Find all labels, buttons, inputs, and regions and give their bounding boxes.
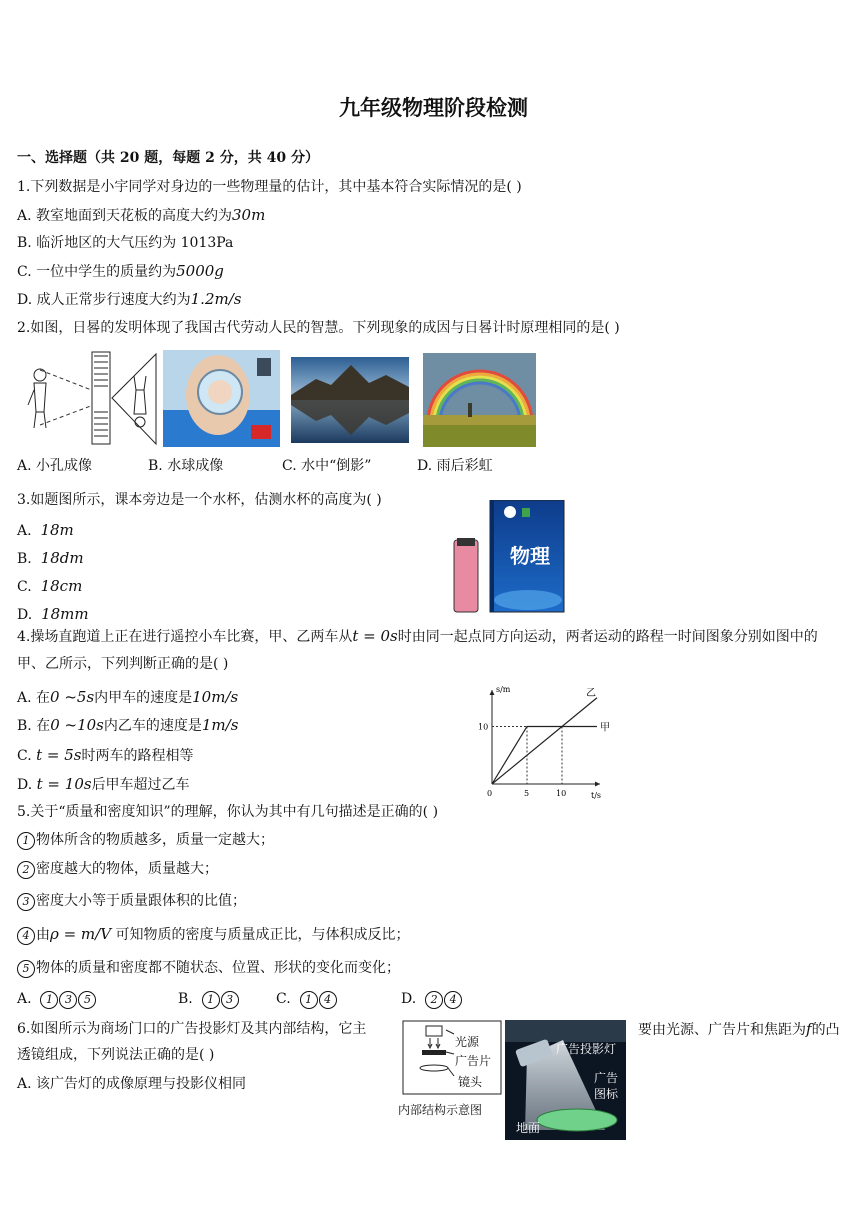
photo-label-projector: 广告投影灯 <box>556 1042 617 1056</box>
q6-option-a[interactable]: A. 该广告灯的成像原理与投影仪相同 <box>17 1076 247 1092</box>
pinhole-figure <box>20 350 160 448</box>
q2-stem: 2.如图，日晷的发明体现了我国古代劳动人民的智慧。下列现象的成因与日晷计时原理相同的是( ) <box>17 320 620 336</box>
series-label: 乙 <box>586 687 596 699</box>
q5-item-3: 3 密度大小等于质量跟体积的比值； <box>17 891 246 911</box>
q6-stem-line2: 透镜组成，下列说法正确的是( ) <box>17 1047 215 1063</box>
photo-label-icon: 图标 <box>594 1087 619 1101</box>
section-header: 一、选择题（共 20 题，每题 2 分，共 40 分） <box>17 150 319 166</box>
series-label: 甲 <box>600 722 610 734</box>
series-line-2 <box>492 698 597 784</box>
page-title: 九年级物理阶段检测 <box>339 96 528 120</box>
y-axis-arrow <box>490 690 495 695</box>
book-title: 物理 <box>510 544 550 568</box>
q5-option-a[interactable]: A. 1 3 5 <box>17 989 97 1009</box>
q5-option-b[interactable]: B. 1 3 <box>178 989 240 1009</box>
x-tick-label: 10 <box>556 789 567 798</box>
q2-option-b[interactable]: B. 水球成像 <box>148 458 224 474</box>
q5-option-c[interactable]: C. 1 4 <box>276 989 338 1009</box>
series-line-1 <box>492 727 597 785</box>
q3-option-c[interactable]: C. 18cm <box>17 577 83 595</box>
q6-stem-right: 要由光源、广告片和焦距为f的凸 <box>638 1020 840 1038</box>
x-axis-arrow <box>595 782 600 787</box>
q1-stem: 1.下列数据是小宇同学对身边的一些物理量的估计，其中基本符合实际情况的是( ) <box>17 179 522 195</box>
q3-stem: 3.如题图所示，课本旁边是一个水杯，估测水杯的高度为( ) <box>17 492 382 508</box>
x-tick-label: 0 <box>487 789 493 798</box>
q1-option-b[interactable]: B. 临沂地区的大气压约为 1013Pa <box>17 235 234 251</box>
q4-stem-line1: 4.操场直跑道上正在进行遥控小车比赛，甲、乙两车从t = 0s时由同一起点同方向运动，两者运动的路程一时间图象分别如图中的 <box>17 627 818 645</box>
x-tick-label: 5 <box>524 789 530 798</box>
diagram-caption: 内部结构示意图 <box>398 1103 483 1117</box>
q3-option-d[interactable]: D. 18mm <box>17 605 89 623</box>
q5-option-d[interactable]: D. 2 4 <box>401 989 463 1009</box>
diagram-label-lens: 镜头 <box>458 1075 483 1089</box>
q4-stem-line2: 甲、乙所示，下列判断正确的是( ) <box>17 656 229 672</box>
y-axis-label: s/m <box>496 685 511 694</box>
reflection-photo <box>291 357 409 443</box>
x-axis-label: t/s <box>591 791 602 800</box>
q1-option-a[interactable]: A. 教室地面到天花板的高度大约为30m <box>17 206 266 224</box>
photo-label-ground: 地面 <box>516 1121 541 1135</box>
q5-item-2: 2 密度越大的物体，质量越大； <box>17 859 218 879</box>
q2-option-a[interactable]: A. 小孔成像 <box>17 458 93 474</box>
rainbow-photo <box>423 353 536 447</box>
photo-label-ad: 广告 <box>594 1071 619 1085</box>
q5-item-1: 1 物体所含的物质越多，质量一定越大； <box>17 830 274 850</box>
diagram-label-film: 广告片 <box>455 1054 492 1068</box>
q3-option-b[interactable]: B. 18dm <box>17 549 84 567</box>
q5-item-5: 5 物体的质量和密度都不随状态、位置、形状的变化而变化； <box>17 958 400 978</box>
q5-item-4: 4 由ρ = m/V 可知物质的密度与质量成正比，与体积成反比； <box>17 924 410 945</box>
q4-option-b[interactable]: B. 在0 ~10s内乙车的速度是1m/s <box>17 716 239 734</box>
diagram-label-light: 光源 <box>455 1035 480 1049</box>
q2-option-c[interactable]: C. 水中“倒影” <box>282 458 372 474</box>
q5-stem: 5.关于“质量和密度知识”的理解，你认为其中有几句描述是正确的( ) <box>17 804 439 820</box>
water-ball-photo <box>163 350 280 447</box>
q1-option-d[interactable]: D. 成人正常步行速度大约为1.2m/s <box>17 290 242 308</box>
q4-option-d[interactable]: D. t = 10s后甲车超过乙车 <box>17 775 190 793</box>
q6-stem-left: 6.如图所示为商场门口的广告投影灯及其内部结构，它主 <box>17 1021 367 1037</box>
q4-option-c[interactable]: C. t = 5s时两车的路程相等 <box>17 746 194 764</box>
q1-option-c[interactable]: C. 一位中学生的质量约为5000g <box>17 262 224 280</box>
q2-option-d[interactable]: D. 雨后彩虹 <box>417 458 493 474</box>
y-tick-label: 10 <box>478 722 489 732</box>
q3-option-a[interactable]: A. 18m <box>17 521 74 539</box>
s-t-chart <box>470 684 610 802</box>
q4-option-a[interactable]: A. 在0 ~5s内甲车的速度是10m/s <box>17 688 239 706</box>
